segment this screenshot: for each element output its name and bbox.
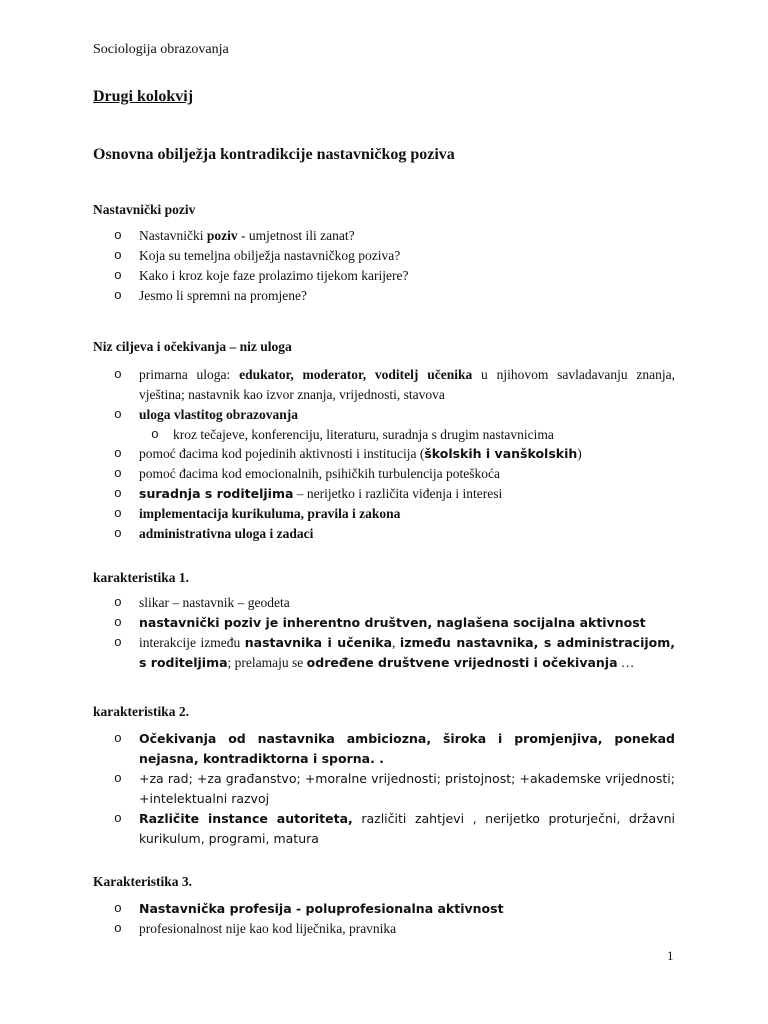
bullet-list xyxy=(93,365,675,544)
document-subtitle: Osnovna obilježja kontradikcije nastavničkog poziva xyxy=(93,146,455,163)
page-number: 1 xyxy=(667,948,674,963)
list-item: o profesionalnost nije kao kod liječnika, pravnika xyxy=(93,919,675,939)
section-heading: karakteristika 1. xyxy=(93,570,189,585)
list-item: o Koja su temeljna obilježja nastavničkog poziva? xyxy=(93,246,675,266)
list-item: o suradnja s roditeljima – nerijetko i različita viđenja i interesi xyxy=(93,484,675,504)
list-item: o uloga vlastitog obrazovanja o kroz tečajeve, konferenciju, literaturu, suradnja s drugim nastavnicima xyxy=(93,405,675,444)
section-heading: karakteristika 2. xyxy=(93,704,189,719)
bullet-list xyxy=(93,899,675,939)
section-heading: Niz ciljeva i očekivanja – niz uloga xyxy=(93,339,292,354)
list-item: o slikar – nastavnik – geodeta xyxy=(93,593,675,613)
list-item: o Različite instance autoriteta, različiti zahtjevi , nerijetko proturječni, državni kurikulum, programi, matura xyxy=(93,809,675,849)
bullet-list xyxy=(93,593,675,673)
section-karakteristika-1 xyxy=(93,568,675,673)
list-item: o Očekivanja od nastavnika ambiciozna, široka i promjenjiva, ponekad nejasna, kontradiktorna i sporna. . xyxy=(93,729,675,769)
list-item: o interakcije između nastavnika i učenika, između nastavnika, s administracijom, s roditeljima; prelamaju se određene društvene vrijednosti i očekivanja … xyxy=(93,633,675,673)
sub-list xyxy=(139,425,675,444)
list-item: o pomoć đacima kod emocionalnih, psihičkih turbulencija poteškoća xyxy=(93,464,675,484)
list-item: o pomoć đacima kod pojedinih aktivnosti i institucija (školskih i vanškolskih) xyxy=(93,444,675,464)
bullet-list xyxy=(93,729,675,849)
list-item: o nastavnički poziv je inherentno društven, naglašena socijalna aktivnost xyxy=(93,613,675,633)
bullet-list xyxy=(93,226,675,306)
section-karakteristika-3 xyxy=(93,872,675,939)
list-item: o +za rad; +za građanstvo; +moralne vrijednosti; pristojnost; +akademske vrijednosti; +intelektualni razvoj xyxy=(93,769,675,809)
document-header: Sociologija obrazovanja xyxy=(93,42,229,57)
list-item: o Jesmo li spremni na promjene? xyxy=(93,286,675,306)
list-item: o administrativna uloga i zadaci xyxy=(93,524,675,544)
sub-list-item: o kroz tečajeve, konferenciju, literaturu, suradnja s drugim nastavnicima xyxy=(139,425,675,444)
list-item: o primarna uloga: edukator, moderator, voditelj učenika u njihovom savladavanju znanja, vještina; nastavnik kao izvor znanja, vrijednosti, stavova xyxy=(93,365,675,405)
list-item: o Nastavnički poziv - umjetnost ili zanat? xyxy=(93,226,675,246)
list-item: o Nastavnička profesija - poluprofesionalna aktivnost xyxy=(93,899,675,919)
section-niz-ciljeva xyxy=(93,337,675,544)
section-nastavnicki-poziv xyxy=(93,200,675,306)
section-karakteristika-2 xyxy=(93,702,675,849)
document-title: Drugi kolokvij xyxy=(93,88,194,105)
section-heading: Nastavnički poziv xyxy=(93,202,196,217)
list-item: o implementacija kurikuluma, pravila i zakona xyxy=(93,504,675,524)
section-heading: Karakteristika 3. xyxy=(93,874,192,889)
list-item: o Kako i kroz koje faze prolazimo tijekom karijere? xyxy=(93,266,675,286)
